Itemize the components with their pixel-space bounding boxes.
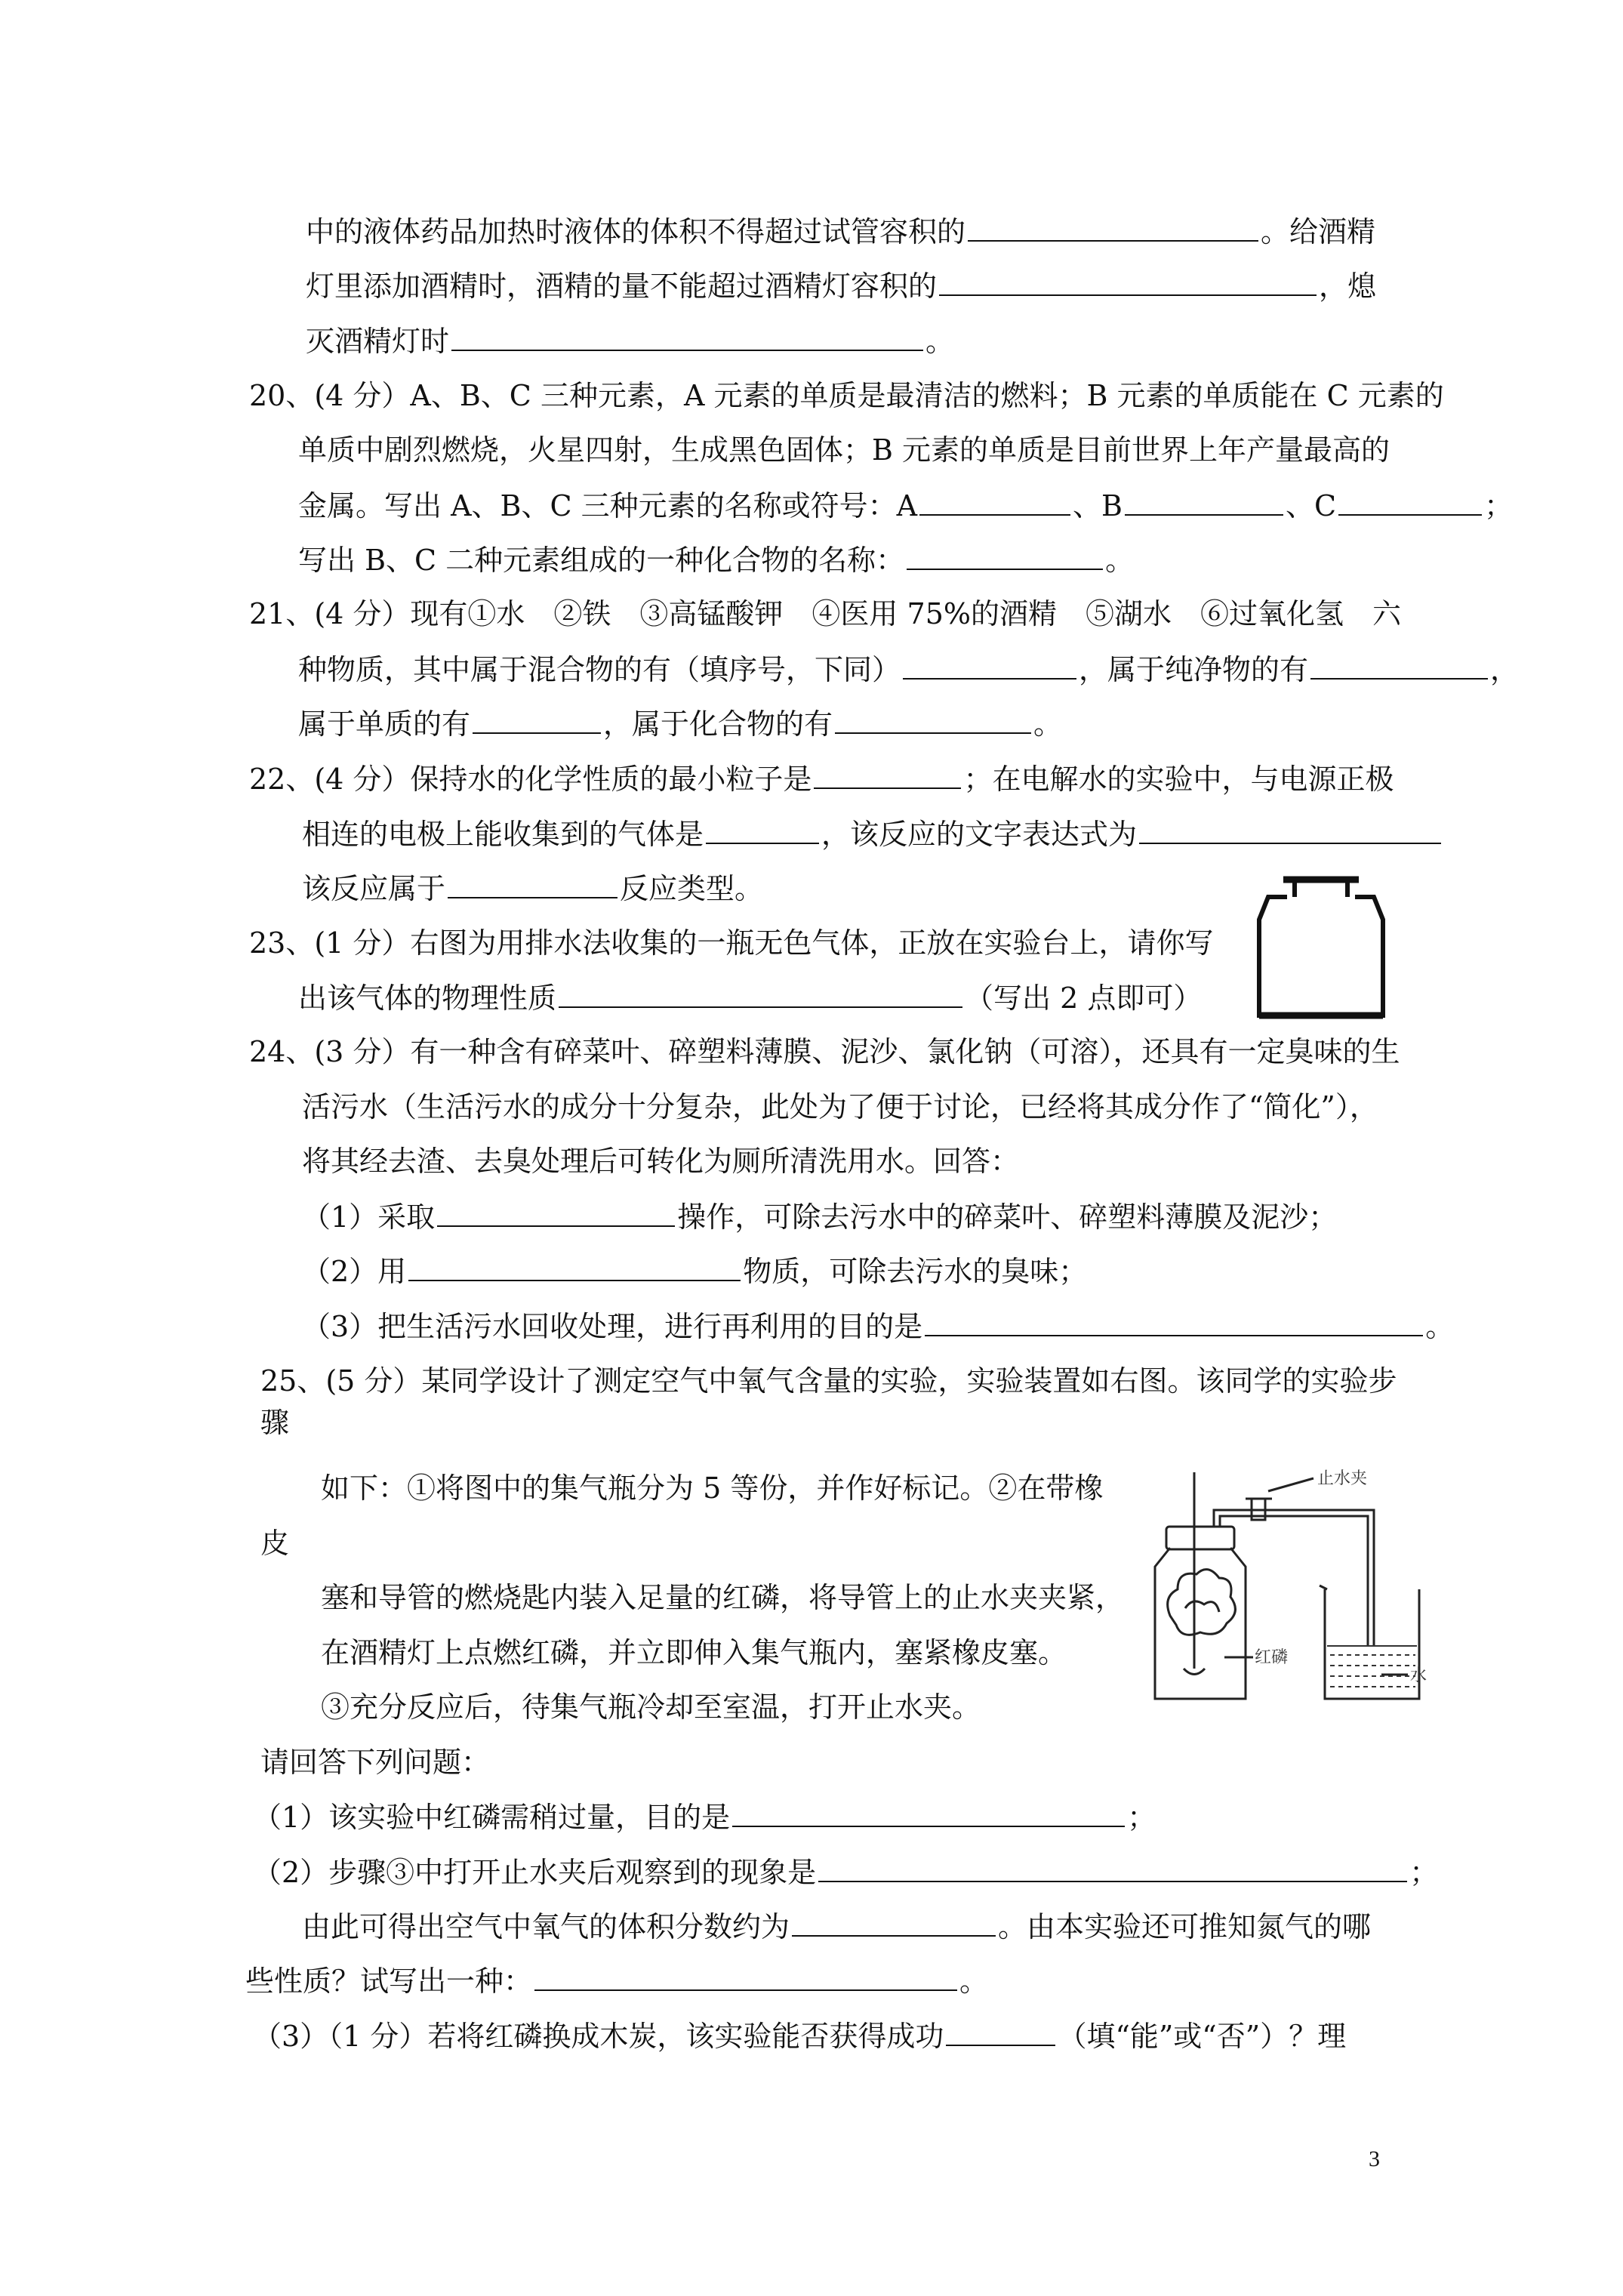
q25-line2: 如下：①将图中的集气瓶分为 5 等份，并作好标记。②在带橡 (321, 1472, 1104, 1505)
q21-blank-element[interactable] (473, 705, 601, 734)
q24-sub1: （1）采取 操作，可除去污水中的碎菜叶、碎塑料薄膜及泥沙； (302, 1198, 1337, 1234)
q25-line3: 塞和导管的燃烧匙内装入足量的红磷，将导管上的止水夹夹紧， (321, 1581, 1125, 1614)
q21-blank-compound[interactable] (835, 705, 1031, 734)
q22-line2: 相连的电极上能收集到的气体是 ，该反应的文字表达式为 (302, 815, 1443, 852)
q19-blank-1[interactable] (968, 213, 1258, 242)
q25-sub3: （3）（1 分）若将红磷换成木炭，该实验能否获得成功 （填“能”或“否”）？理 (253, 2017, 1346, 2054)
q21-line3: 属于单质的有 ，属于化合物的有 。 (298, 705, 1062, 741)
q22-line1: 22、(4 分）保持水的化学性质的最小粒子是 ；在电解水的实验中，与电源正极 (249, 760, 1394, 797)
q25-sub2: （2）步骤③中打开止水夹后观察到的现象是 ； (253, 1854, 1438, 1890)
q19-text: 中的液体药品加热时液体的体积不得超过试管容积的 (306, 215, 966, 248)
q22-blank-type[interactable] (448, 870, 617, 898)
q25-blank-charcoal[interactable] (946, 2017, 1055, 2046)
q22-blank-expression[interactable] (1139, 815, 1441, 844)
q19-line2: 灯里添加酒精时，酒精的量不能超过酒精灯容积的 ，熄 (306, 267, 1376, 304)
q20-blank-d[interactable] (907, 541, 1103, 570)
q24-blank-2[interactable] (408, 1253, 741, 1281)
q22-blank-gas[interactable] (706, 815, 819, 844)
gas-bottle-figure (1238, 868, 1397, 1027)
q19-line3: 灭酒精灯时 。 (306, 322, 954, 359)
page-number: 3 (1369, 2147, 1380, 2171)
q21-line1: 21、(4 分）现有①水 ②铁 ③高锰酸钾 ④医用 75%的酒精 ⑤湖水 ⑥过氧化氢 六 (249, 597, 1401, 630)
q25-sub2c: 些性质？试写出一种： 。 (245, 1962, 988, 1999)
q23-line1: 23、(1 分）右图为用排水法收集的一瓶无色气体，正放在实验台上，请你写 (249, 926, 1214, 960)
q25-blank-nitrogen[interactable] (534, 1962, 957, 1991)
q24-line2: 活污水（生活污水的成分十分复杂，此处为了便于讨论，已经将其成分作了“简化”）， (302, 1090, 1378, 1123)
q25-line5: ③充分反应后，待集气瓶冷却至室温，打开止水夹。 (321, 1690, 981, 1724)
oxygen-experiment-apparatus (1125, 1465, 1442, 1714)
phosphorus-label: 红磷 (1255, 1648, 1289, 1667)
q24-sub3: （3）把生活污水回收处理，进行再利用的目的是 。 (302, 1308, 1454, 1344)
q24-blank-3[interactable] (925, 1308, 1423, 1336)
q25-blank-purpose[interactable] (732, 1798, 1125, 1827)
q20-line2: 单质中剧烈燃烧，火星四射，生成黑色固体；B 元素的单质是目前世界上年产量最高的 (298, 433, 1390, 467)
q25-line1b: 骤 (260, 1406, 290, 1439)
q21-blank-mixture[interactable] (903, 651, 1076, 680)
water-label: 水 (1410, 1666, 1427, 1685)
q24-line1: 24、(3 分）有一种含有碎菜叶、碎塑料薄膜、泥沙、氯化钠（可溶），还具有一定臭味的生 (249, 1035, 1400, 1068)
q19-blank-2[interactable] (939, 267, 1317, 296)
q20-blank-c[interactable] (1338, 487, 1482, 516)
q24-blank-1[interactable] (437, 1198, 675, 1227)
q24-sub2: （2）用 物质，可除去污水的臭味； (302, 1253, 1087, 1289)
q20-line3: 金属。写出 A、B、C 三种元素的名称或符号：A 、B 、C ； (298, 487, 1513, 523)
q20-blank-b[interactable] (1125, 487, 1283, 516)
q24-line3: 将其经去渣、去臭处理后可转化为厕所清洗用水。回答： (302, 1145, 1020, 1178)
q25-line4: 在酒精灯上点燃红磷，并立即伸入集气瓶内，塞紧橡皮塞。 (321, 1636, 1067, 1669)
q22-line3: 该反应属于 反应类型。 (302, 870, 763, 906)
q25-blank-phenomenon[interactable] (818, 1854, 1407, 1882)
clamp-label: 止水夹 (1317, 1469, 1368, 1488)
q23-blank-properties[interactable] (559, 979, 962, 1008)
q23-line2: 出该气体的物理性质 （写出 2 点即可） (298, 979, 1202, 1015)
q25-sub2b: 由此可得出空气中氧气的体积分数约为 。由本实验还可推知氮气的哪 (302, 1908, 1371, 1944)
q19-blank-3[interactable] (451, 322, 923, 351)
q20-line1: 20、(4 分）A、B、C 三种元素，A 元素的单质是最清洁的燃料；B 元素的单质能在 C 元素的 (249, 379, 1444, 412)
q20-line4: 写出 B、C 二种元素组成的一种化合物的名称： 。 (298, 541, 1134, 578)
q20-blank-a[interactable] (919, 487, 1070, 516)
q25-blank-fraction[interactable] (792, 1908, 996, 1937)
q22-blank-particle[interactable] (814, 760, 961, 789)
q25-sub1: （1）该实验中红磷需稍过量，目的是 ； (253, 1798, 1156, 1835)
q25-prompt: 请回答下列问题： (260, 1746, 491, 1779)
q25-line1: 25、(5 分）某同学设计了测定空气中氧气含量的实验，实验装置如右图。该同学的实验步 (260, 1364, 1397, 1398)
q25-line2b: 皮 (260, 1527, 290, 1560)
q21-line2: 种物质，其中属于混合物的有（填序号，下同） ，属于纯净物的有 ， (298, 651, 1519, 687)
q21-blank-pure[interactable] (1310, 651, 1488, 680)
q19-line1: 中的液体药品加热时液体的体积不得超过试管容积的 。给酒精 (306, 213, 1375, 249)
